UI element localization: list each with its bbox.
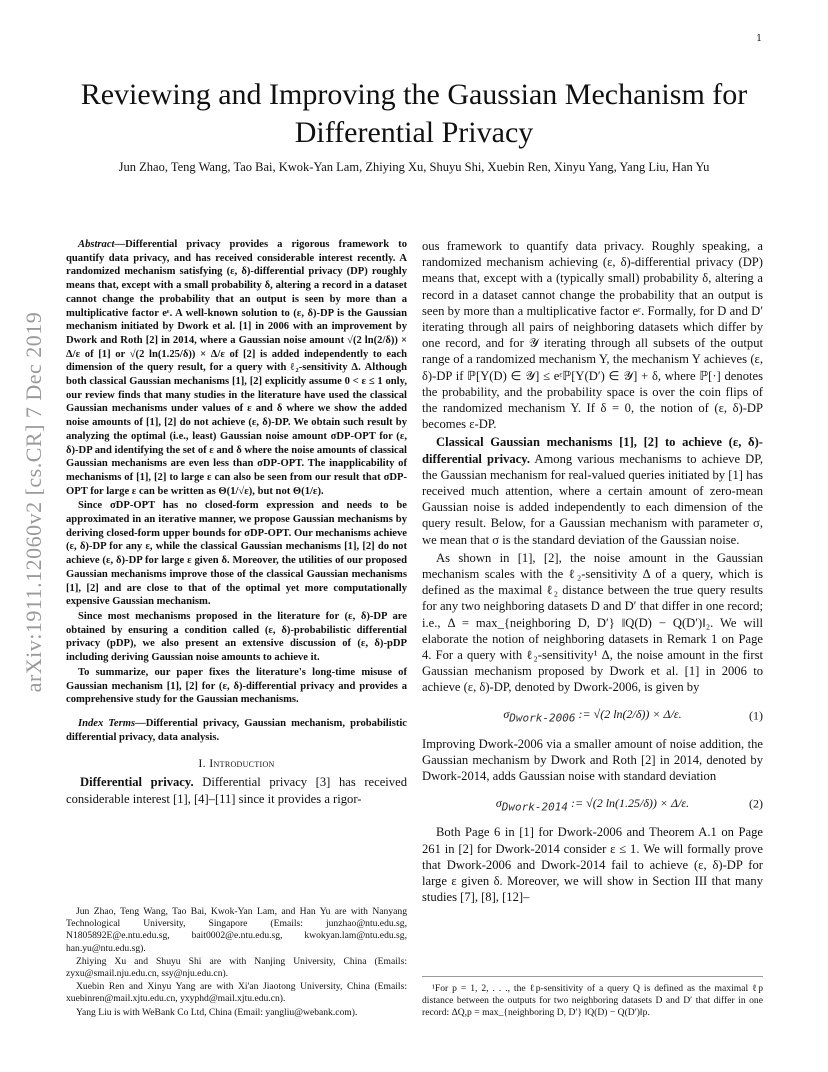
paper-title: Reviewing and Improving the Gaussian Mechanism for Differential Privacy: [80, 78, 748, 149]
equation-1-lhs: σ: [503, 706, 510, 721]
equation-1-number: (1): [749, 708, 763, 723]
index-terms: [66, 717, 407, 744]
intro-lead: Differential privacy.: [80, 775, 194, 790]
equation-2-body: [496, 796, 689, 813]
author-list: Jun Zhao, Teng Wang, Tao Bai, Kwok-Yan Lam, Zhiying Xu, Shuyu Shi, Xuebin Ren, Xinyu Yang, Yang Liu, Han Yu: [118, 160, 710, 174]
affiliation-footnotes: [66, 906, 407, 1019]
affiliation-4: Yang Liu is with WeBank Co Ltd, China (Email: yangliu@webank.com).: [76, 1006, 358, 1018]
equation-1-body: [503, 707, 681, 724]
abstract: [66, 238, 407, 707]
abstract-paragraph-3: Since most mechanisms proposed in the literature for (ε, δ)-DP are obtained by ensuring a condition called (ε, δ)-probabilistic differential privacy (pDP), we also present an extensive discussion of (ε, δ)-pDP including deriving Gaussian noise amounts to achieve it.: [66, 610, 407, 664]
abstract-paragraph-1: [66, 238, 407, 498]
sensitivity-footnote: ¹For p = 1, 2, . . ., the ℓp-sensitivity of a query Q is defined as the maximal ℓp distance between the outputs for two neighboring datasets D and D′ that differ in one record: ΔQ,p = max_{neighboring D, D′} ‖Q(D) − Q(D′)‖p.: [422, 976, 763, 1020]
left-column: [66, 238, 407, 807]
intro-text: Differential privacy [3] has received considerable interest [1], [4]–[11] since it provides a rigor-: [66, 775, 407, 806]
right-paragraph-4: Improving Dwork-2006 via a smaller amount of noise addition, the Gaussian mechanism by Dwork and Roth [2] in 2014, denoted by Dwork-2014, adds Gaussian noise with standard deviation: [422, 736, 763, 784]
equation-2-rhs: := √(2 ln(1.25/δ)) × Δ/ε.: [568, 795, 690, 810]
right-column: [422, 238, 763, 905]
equation-1-subscript: Dwork-2006: [509, 711, 576, 725]
equation-2: [422, 784, 763, 824]
equation-1: [422, 696, 763, 736]
abstract-paragraph-4: To summarize, our paper fixes the literature's long-time misuse of Gaussian mechanism [1], [2] for (ε, δ)-differential privacy and provides a comprehensive study for the Gaussian mechanisms.: [66, 666, 407, 706]
arxiv-identifier-stamp: [18, 262, 50, 742]
index-terms-label: Index Terms: [78, 717, 136, 729]
affiliation-2: Zhiying Xu and Shuyu Shi are with Nanjing University, China (Emails: zyxu@smail.nju.edu.cn, ssy@nju.edu.cn).: [66, 955, 407, 980]
abstract-label: Abstract: [78, 239, 115, 250]
abstract-paragraph-2: Since σDP-OPT has no closed-form expression and needs to be approximated in an iterative manner, we propose Gaussian mechanisms by deriving closed-form upper bounds for σDP-OPT. Our mechanisms achieve (ε, δ)-DP for any ε, while the classical Gaussian mechanisms [1], [2] do not achieve (ε, δ)-DP for large ε given δ. Moreover, the utilities of our proposed Gaussian mechanisms improve those of the classical Gaussian mechanisms [1], [2] and are close to that of the optimal yet more computationally expensive Gaussian mechanism.: [66, 500, 407, 608]
equation-2-lhs: σ: [495, 795, 502, 810]
right-paragraph-3: As shown in [1], [2], the noise amount in the Gaussian mechanism scales with the ℓ₂-sensitivity Δ of a query, which is defined as the maximal ℓ₂ distance between the true query results for any two neighboring datasets D and D′ that differ in one record; i.e., Δ = max_{neighboring D, D′} ‖Q(D) − Q(D′)‖₂. We will elaborate the notion of neighboring datasets in Remark 1 on Page 4. For a query with ℓ₂-sensitivity¹ Δ, the noise amount in the first Gaussian mechanism proposed by Dwork et al. [1] in 2006 to achieve (ε, δ)-DP, denoted by Dwork-2006, is given by: [422, 550, 763, 695]
right-paragraph-2-text: Among various mechanisms to achieve DP, the Gaussian mechanism for real-valued queries initiated by [1] has received much attention, where a certain amount of zero-mean Gaussian noise is added independently to each dimension of the query result. Below, for a Gaussian mechanism with parameter σ, we mean that σ is the standard deviation of the Gaussian noise.: [422, 451, 763, 547]
intro-paragraph: [66, 774, 407, 806]
equation-2-subscript: Dwork-2014: [501, 799, 569, 813]
affiliation-3: Xuebin Ren and Xinyu Yang are with Xi'an Jiaotong University, China (Emails: xuebinren@mail.xjtu.edu.cn, yxyphd@mail.xjtu.edu.cn).: [66, 981, 407, 1005]
equation-2-number: (2): [749, 796, 763, 811]
section-heading-introduction: I. Introduction: [198, 756, 275, 771]
equation-1-rhs: := √(2 ln(2/δ)) × Δ/ε.: [575, 706, 682, 721]
right-paragraph-2-lead: Classical Gaussian mechanisms [1], [2] to achieve (ε, δ)-differential privacy.: [422, 435, 763, 466]
page-number: 1: [756, 34, 762, 44]
right-paragraph-5: Both Page 6 in [1] for Dwork-2006 and Theorem A.1 on Page 261 in [2] for Dwork-2014 consider ε ≤ 1. We will formally prove that Dwork-2006 and Dwork-2014 fail to achieve (ε, δ)-DP for large ε given δ. Moreover, we will show in Section III that many studies [7], [8], [12]–: [422, 825, 763, 905]
right-paragraph-2: [422, 434, 763, 547]
arxiv-identifier-text: arXiv:1911.12060v2 [cs.CR] 7 Dec 2019: [21, 311, 46, 693]
affiliation-1: Jun Zhao, Teng Wang, Tao Bai, Kwok-Yan Lam, and Han Yu are with Nanyang Technological University, Singapore (Emails: junzhao@ntu.edu.sg, N1805892E@e.ntu.edu.sg, bait0002@e.ntu.edu.sg, kwokyan.lam@ntu.edu.sg, han.yu@ntu.edu.sg).: [66, 906, 407, 954]
right-paragraph-1: ous framework to quantify data privacy. Roughly speaking, a randomized mechanism achieving (ε, δ)-differential privacy (DP) means that, except with a (typically small) probability δ, altering a record in a dataset cannot change the probability that an output is seen by more than a multiplicative factor eᵋ. Formally, for D and D′ iterating through all pairs of neighboring datasets which differ by one record, and for 𝒴 iterating through all subsets of the output range of a randomized mechanism Y, the mechanism Y achieves (ε, δ)-DP if ℙ[Y(D) ∈ 𝒴] ≤ eᵋℙ[Y(D′) ∈ 𝒴] + δ, where ℙ[·] denotes the probability, and the probability space is over the coin flips of the randomized mechanism Y. If δ = 0, the notion of (ε, δ)-DP becomes ε-DP.: [422, 239, 763, 432]
abstract-text-1: —Differential privacy provides a rigorous framework to quantify data privacy, and has received considerable interest recently. A randomized mechanism satisfying (ε, δ)-differential privacy (DP) roughly means that, except with a small probability δ, altering a record in a dataset cannot change the probability that an output is seen by more than a multiplicative factor eᵋ. A well-known solution to (ε, δ)-DP is the Gaussian mechanism initiated by Dwork et al. [1] in 2006 with an improvement by Dwork and Roth [2] in 2014, where a Gaussian noise amount √(2 ln(2/δ)) × Δ/ε of [1] or √(2 ln(1.25/δ)) × Δ/ε of [2] is added independently to each dimension of the query result, for a query with ℓ₂-sensitivity Δ. Although both classical Gaussian mechanisms [1], [2] explicitly assume 0 < ε ≤ 1 only, our review finds that many studies in the literature have used the classical Gaussian mechanisms under values of ε and δ where we show the added noise amounts of [1], [2] do not achieve (ε, δ)-DP. We obtain such result by analyzing the optimal (i.e., least) Gaussian noise amount σDP-OPT for (ε, δ)-DP and identifying the set of ε and δ where the noise amounts of classical Gaussian mechanisms are even less than σDP-OPT. The inapplicability of mechanisms of [1], [2] to large ε can also be seen from our result that σDP-OPT for large ε can be written as Θ(1/√ε), but not Θ(1/ε).: [66, 239, 407, 497]
index-terms-text: —Differential privacy, Gaussian mechanism, probabilistic differential privacy, data analysis.: [66, 717, 407, 743]
